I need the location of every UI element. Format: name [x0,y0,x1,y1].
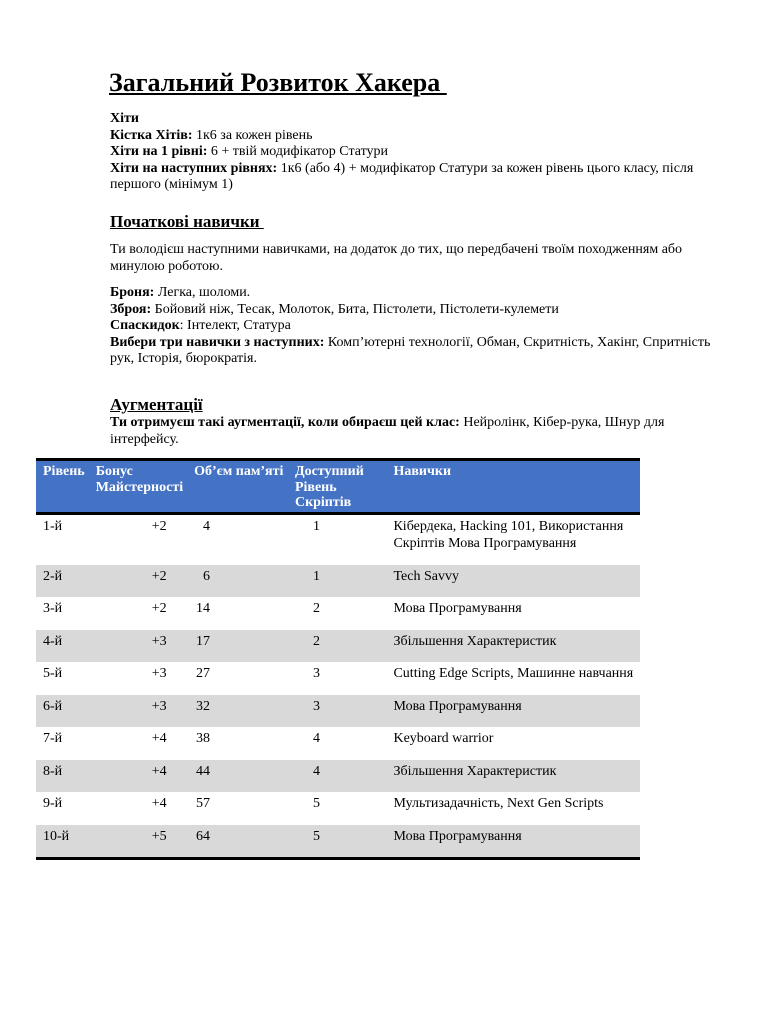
next-levels-hp-value: 1к6 (або 4) + модифікатор Статури за кожен рівень цього класу, після першого (мінімум 1) [110,160,694,192]
table-row [36,662,640,695]
cell-script-level: 2 [312,601,320,616]
weapons-value: Бойовий ніж, Тесак, Молоток, Бита, Пістолети, Пістолети-кулемети [151,301,559,317]
first-level-hp-value: 6 + твій модифікатор Статури [207,144,389,159]
cell-features: Keyboard warrior [393,731,494,746]
cell-features: Мультизадачність, Next Gen Scripts [393,796,604,811]
cell-bonus: +3 [151,633,167,649]
cell-features: Кібердека, Hacking 101, Використання Скріптів Мова Програмування [393,518,624,551]
cell-features: Збільшення Характеристик [393,763,557,779]
first-level-hp-label: Хіти на 1 рівні: [110,144,208,159]
cell-memory: 38 [195,731,210,746]
header-features: Навички [386,460,640,514]
cell-bonus: +2 [151,518,167,534]
cell-script-level: 3 [312,698,320,714]
page-title: Загальний Розвиток Хакера [109,68,447,97]
cell-features: Збільшення Характеристик [393,633,557,649]
table-row [36,825,640,859]
cell-bonus: +2 [151,601,167,616]
cell-bonus: +3 [151,666,167,681]
cell-features: Мова Програмування [386,825,640,859]
cell-script-level: 3 [312,666,320,681]
cell-memory: 27 [195,666,210,681]
table-row [36,513,640,565]
cell-level: 2-й [43,568,63,584]
cell-level: 4-й [43,633,63,649]
proficiencies-intro: Ти володієш наступними навичками, на додаток до тих, що передбачені твоїм походженням або минулою роботою. [110,242,683,274]
cell-bonus: +5 [89,825,187,859]
cell-memory: 17 [195,633,210,649]
class-progression-table [36,458,640,860]
cell-memory: 6 [202,568,210,584]
cell-memory: 14 [195,601,210,616]
cell-level: 3-й [43,601,63,616]
cell-bonus: +3 [151,698,167,714]
table-row [36,727,640,760]
proficiencies-heading: Початкові навички [110,212,264,231]
cell-memory: 4 [202,518,210,534]
cell-memory: 64 [187,825,288,859]
proficiencies-list [110,285,720,368]
cell-memory: 44 [195,763,210,779]
augmentations-heading: Аугментації [110,395,203,414]
cell-features: Cutting Edge Scripts, Машинне навчання [393,666,634,681]
cell-level: 5-й [43,666,63,681]
cell-bonus: +4 [151,796,167,811]
saves-value: : Інтелект, Статура [179,318,291,333]
header-script-level: Доступний Рівень Скріптів [288,460,387,514]
next-levels-hp-label: Хіти на наступних рівнях: [110,160,278,176]
hit-die-value: 1к6 за кожен рівень [192,127,313,143]
hit-die-label: Кістка Хітів: [110,127,193,143]
table-header-row [36,460,640,514]
header-proficiency-bonus: Бонус Майстерності [89,460,187,514]
cell-script-level: 5 [312,796,320,811]
table-row [36,565,640,598]
header-level: Рівень [36,460,89,514]
cell-level: 1-й [43,518,63,534]
cell-script-level: 4 [312,731,320,746]
cell-features: Мова Програмування [393,698,522,714]
cell-script-level: 5 [288,825,387,859]
cell-bonus: +2 [151,568,167,584]
cell-memory: 32 [195,698,210,714]
table-row [36,695,640,728]
augmentations-text [110,415,720,448]
header-memory: Об’єм пам’яті [187,460,288,514]
augmentations-label: Ти отримуєш такі аугментації, коли обираєш цей клас: [110,415,460,430]
cell-bonus: +4 [151,763,167,779]
cell-level: 10-й [36,825,89,859]
armor-value: Легка, шоломи. [154,285,251,300]
cell-level: 9-й [43,796,63,811]
weapons-label: Зброя: [110,301,152,317]
cell-script-level: 2 [312,633,320,649]
cell-level: 7-й [43,731,63,746]
table-row [36,630,640,663]
cell-memory: 57 [195,796,210,811]
cell-features: Мова Програмування [393,601,522,616]
skills-value: Комп’ютерні технології, Обман, Скритність, Хакінг, Спритність рук, Історія, бюрократія. [110,334,711,366]
cell-script-level: 4 [312,763,320,779]
cell-script-level: 1 [312,568,320,584]
armor-label: Броня: [110,285,155,300]
table-row [36,792,640,825]
cell-level: 8-й [43,763,63,779]
cell-features: Tech Savvy [393,568,459,584]
cell-level: 6-й [43,698,63,714]
table-row [36,760,640,793]
skills-label: Вибери три навички з наступних: [110,334,325,350]
cell-script-level: 1 [312,518,320,534]
table-row [36,597,640,630]
hit-points-section [110,111,720,194]
hit-points-heading: Хіти [110,111,139,126]
augmentations-value: Нейролінк, Кібер-рука, Шнур для інтерфейсу. [110,415,665,447]
saves-label: Спаскидок [110,318,180,333]
cell-bonus: +4 [151,731,167,746]
